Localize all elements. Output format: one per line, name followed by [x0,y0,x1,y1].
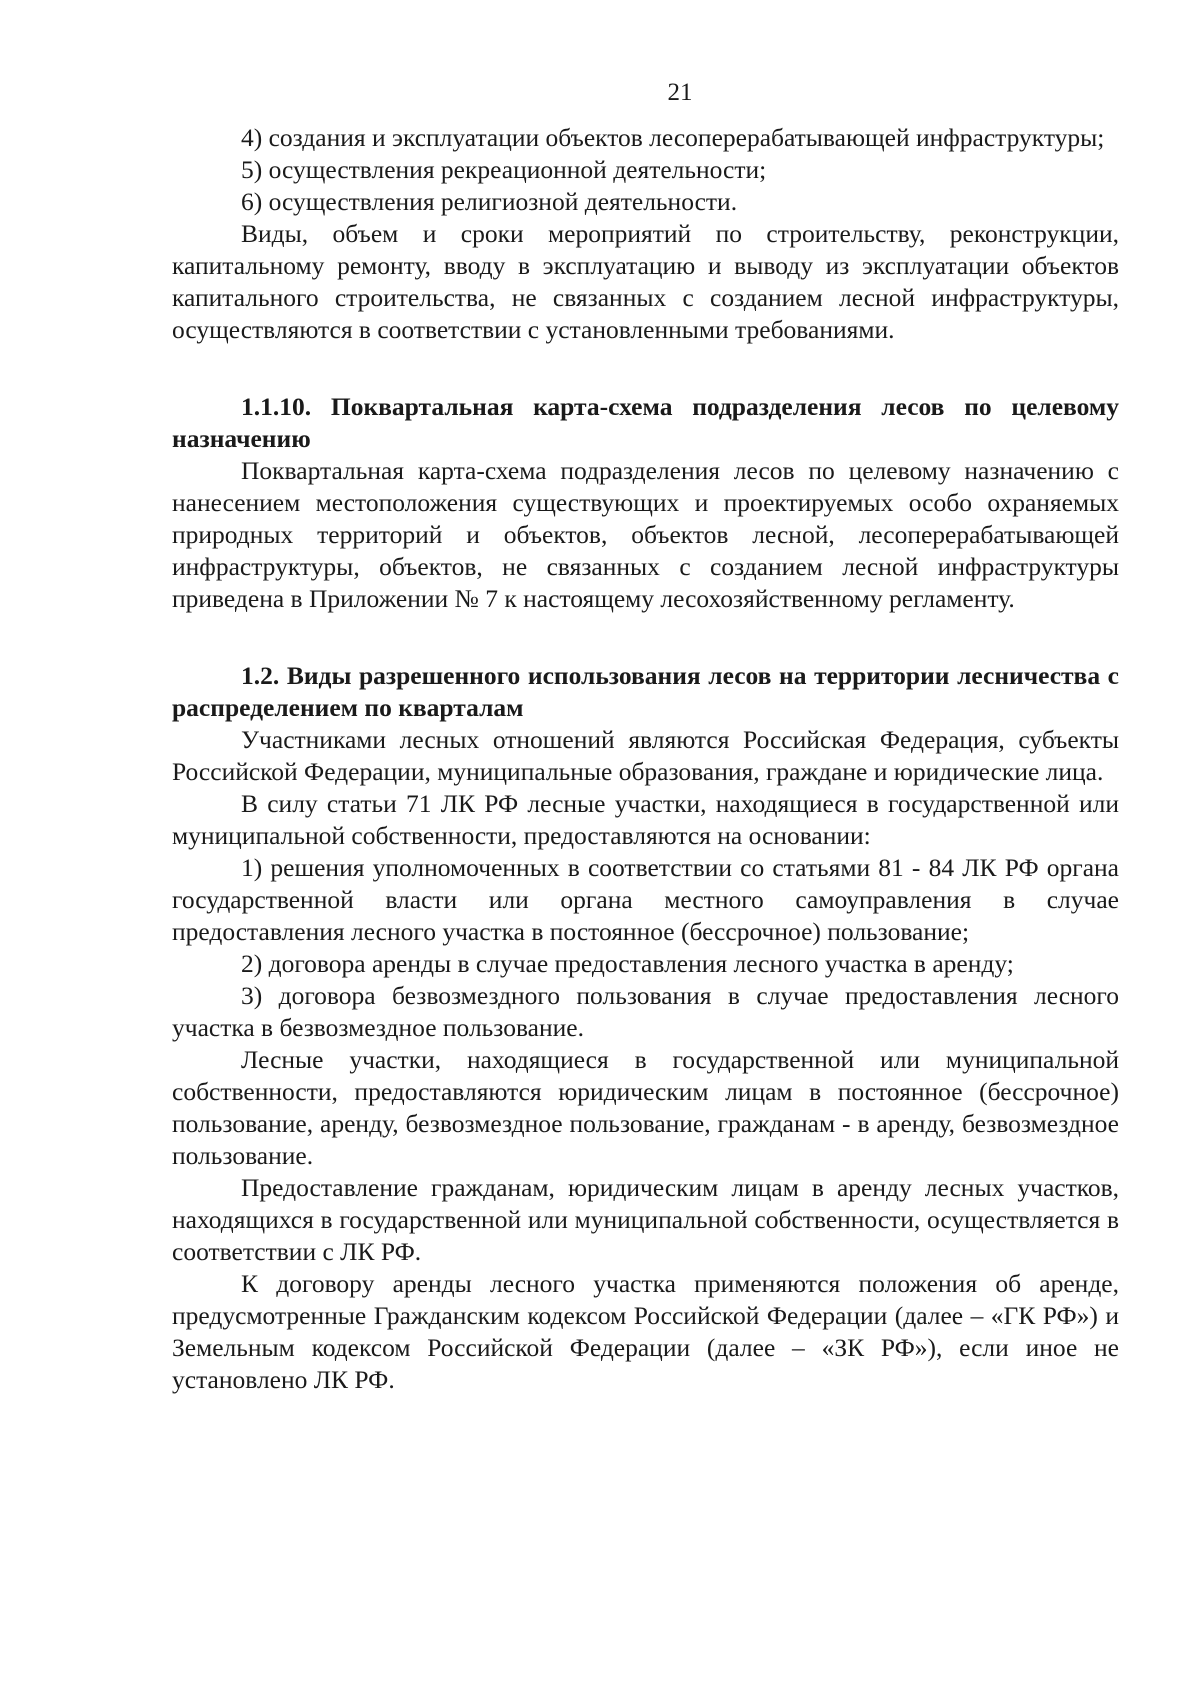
paragraph-map-scheme: Поквартальная карта-схема подразделения лесов по целевому назначению с нанесением местоположения существующих и проектируемых особо охраняемых природных территорий и объектов, объектов лесной, лесоперерабатывающей инфраструктуры, объектов, не связанных с созданием лесной инфраструктуры приведена в Приложении № 7 к настоящему лесохозяйственному регламенту. [172,456,1119,613]
document-body [172,122,1119,1396]
paragraph-capital-construction: Виды, объем и сроки мероприятий по строительству, реконструкции, капитальному ремонту, вводу в эксплуатацию и выводу из эксплуатации объектов капитального строительства, не связанных с созданием лесной инфраструктуры, осуществляются в соответствии с установленными требованиями. [172,219,1119,344]
paragraph-lease-provision: Предоставление гражданам, юридическим лицам в аренду лесных участков, находящихся в государственной или муниципальной собственности, осуществляется в соответствии с ЛК РФ. [172,1173,1119,1266]
paragraph-lease-contract: К договору аренды лесного участка применяются положения об аренде, предусмотренные Гражданским кодексом Российской Федерации (далее – «ГК РФ») и Земельным кодексом Российской Федерации (далее – «ЗК РФ»), если иное не установлено ЛК РФ. [172,1269,1119,1394]
list-item-5: 5) осуществления рекреационной деятельности; [241,155,767,184]
list-item-2: 2) договора аренды в случае предоставления лесного участка в аренду; [241,949,1014,978]
paragraph-article-71: В силу статьи 71 ЛК РФ лесные участки, находящиеся в государственной или муниципальной собственности, предоставляются на основании: [172,789,1119,850]
section-gap [172,615,1119,660]
paragraph-participants: Участниками лесных отношений являются Российская Федерация, субъекты Российской Федерации, муниципальные образования, граждане и юридические лица. [172,725,1119,786]
section-gap [172,346,1119,391]
list-item-4: 4) создания и эксплуатации объектов лесоперерабатывающей инфраструктуры; [241,123,1105,152]
page-number: 21 [667,79,693,106]
list-item-6: 6) осуществления религиозной деятельности. [241,187,738,216]
paragraph-plots-provided: Лесные участки, находящиеся в государственной или муниципальной собственности, предоставляются юридическим лицам в постоянное (бессрочное) пользование, аренду, безвозмездное пользование, гражданам - в аренду, безвозмездное пользование. [172,1045,1119,1170]
heading-1-1-10: 1.1.10. Поквартальная карта-схема подразделения лесов по целевому назначению [172,392,1119,453]
list-item-1: 1) решения уполномоченных в соответствии со статьями 81 - 84 ЛК РФ органа государственной власти или органа местного самоуправления в случае предоставления лесного участка в постоянное (бессрочное) пользование; [172,853,1119,946]
heading-1-2: 1.2. Виды разрешенного использования лесов на территории лесничества с распределением по кварталам [172,661,1119,722]
list-item-3: 3) договора безвозмездного пользования в случае предоставления лесного участка в безвозмездное пользование. [172,981,1119,1042]
